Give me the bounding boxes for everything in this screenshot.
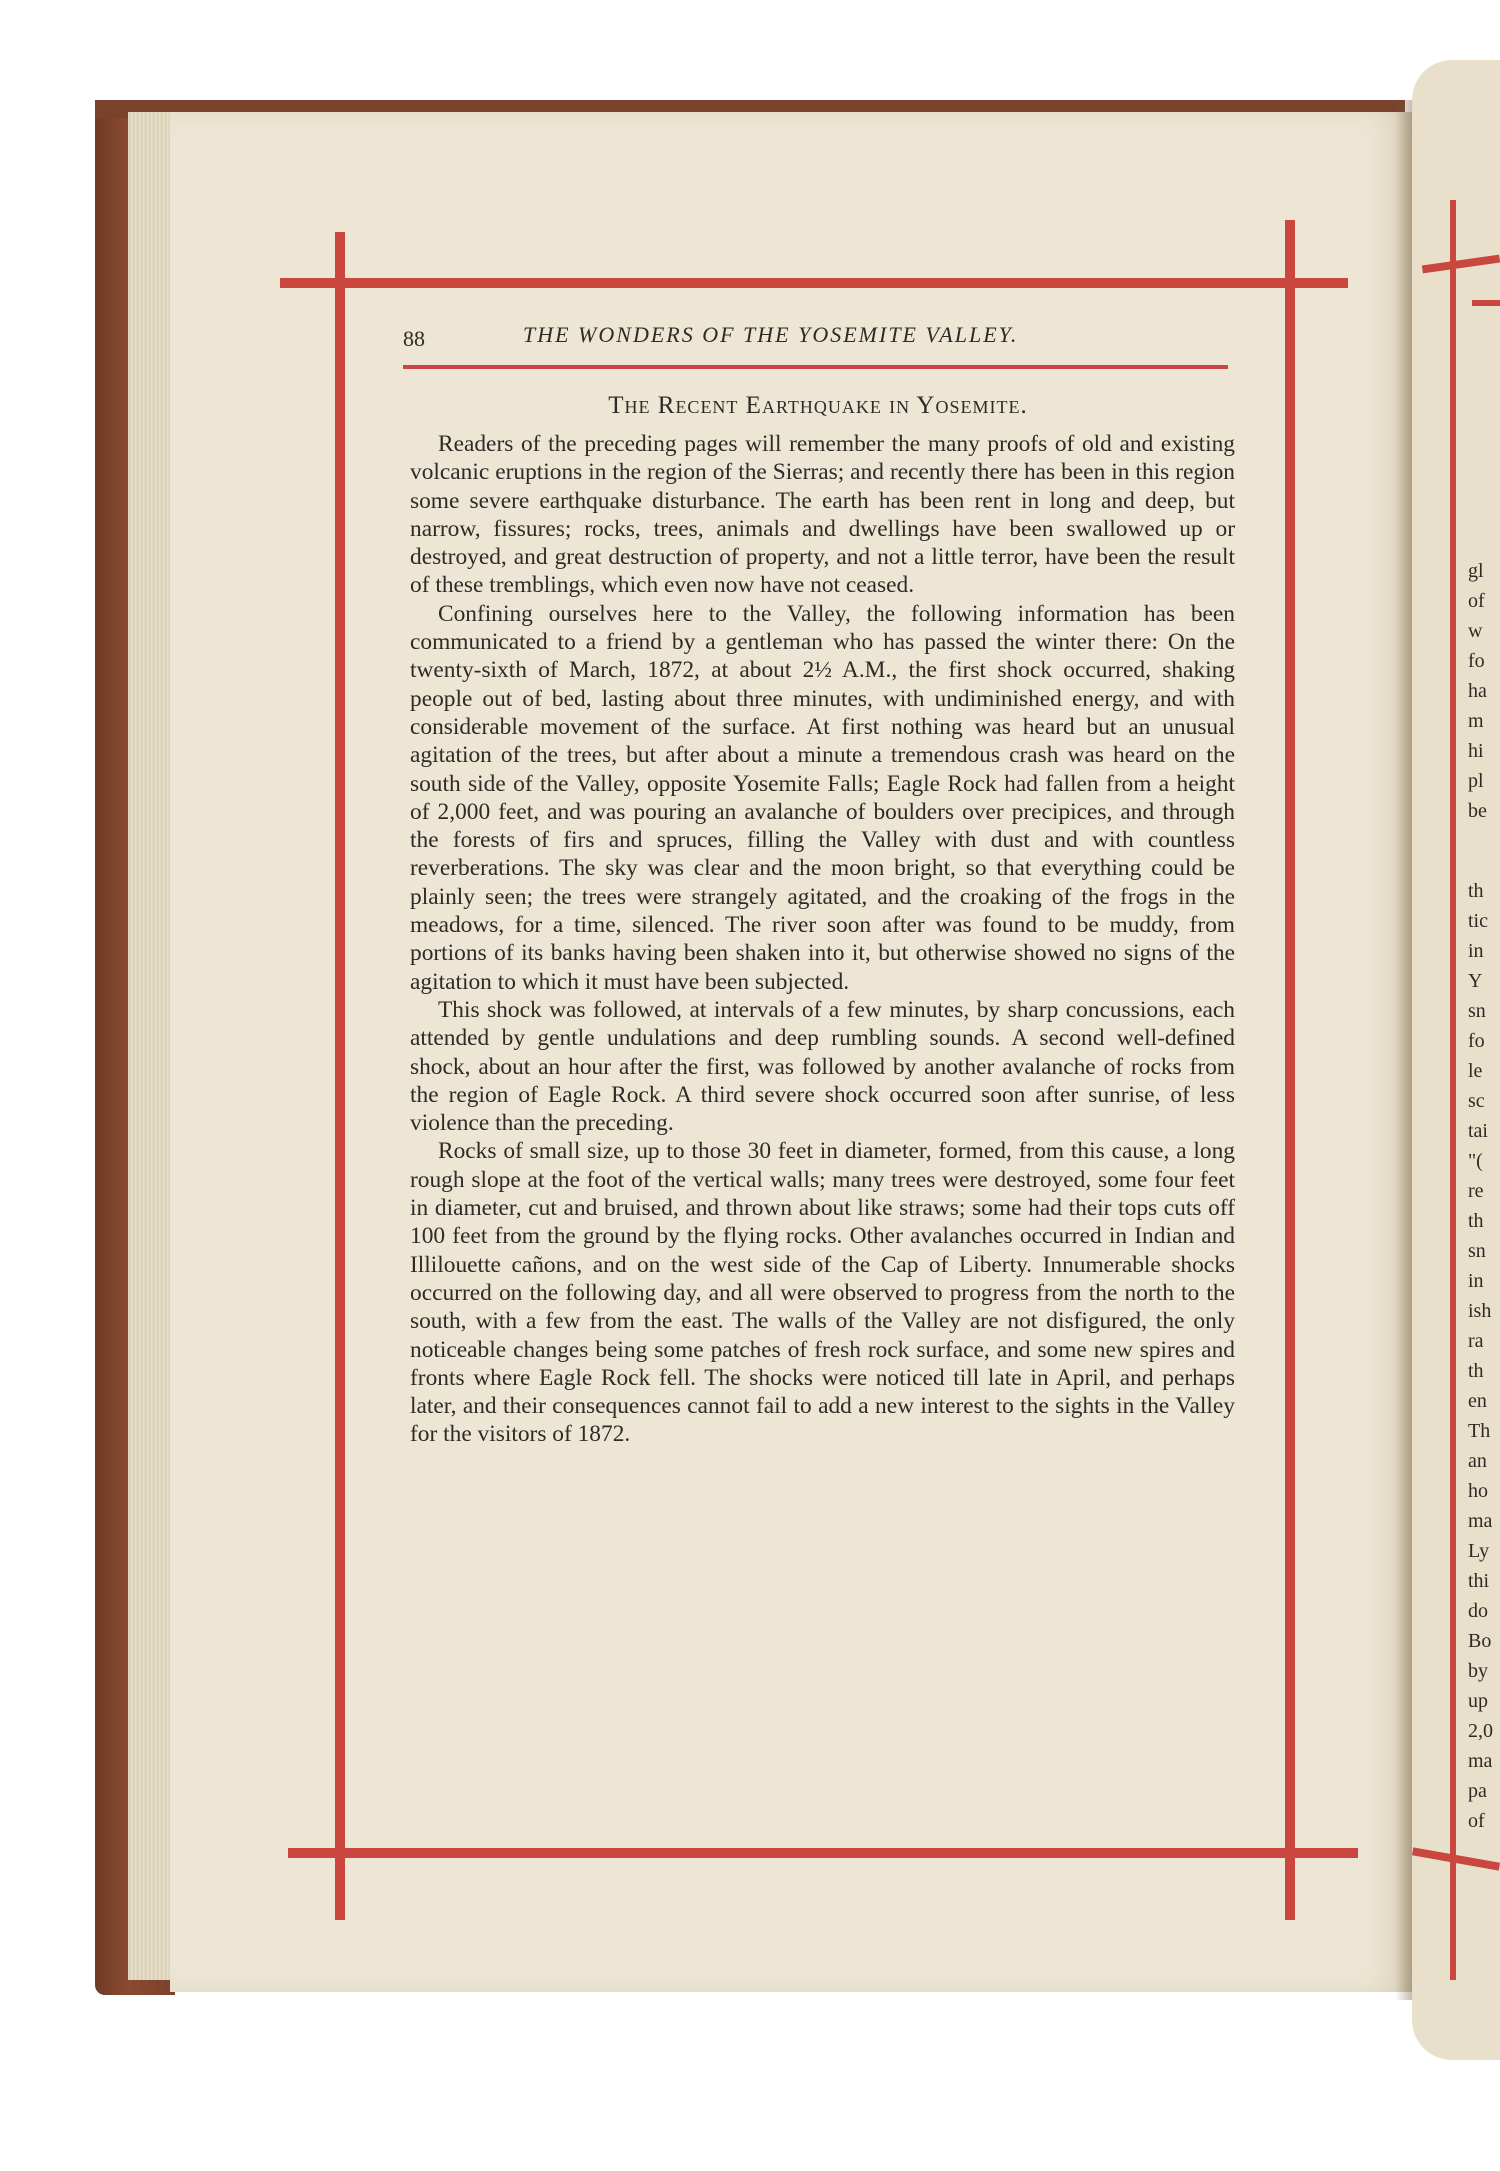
running-head — [403, 322, 1228, 358]
next-page-fragment: fo — [1468, 650, 1485, 672]
frame-rule — [1472, 300, 1500, 306]
page-number: 88 — [403, 326, 425, 351]
running-head-rule — [403, 365, 1228, 369]
paragraph: Confining ourselves here to the Valley, the following information has been communicated to a friend by a gentleman who has passed the winter there: On the twenty-sixth of March, 1872, at about 2½ A.M., the first shock occurred, shaking people out of bed, lasting about three minutes, with undiminished energy, and with considerable movement of the surface. At first nothing was heard but an unusual agitation of the trees, but after about a minute a tremendous crash was heard on the south side of the Valley, opposite Yosemite Falls; Eagle Rock had fallen from a height of 2,000 feet, and was pouring an avalanche of boulders over precipices, and through the forests of firs and spruces, filling the Valley with dust and with countless reverberations. The sky was clear and the moon bright, so that everything could be plainly seen; the trees were strangely agitated, and the croaking of the frogs in the meadows, for a time, silenced. The river soon after was found to be muddy, from portions of its banks having been shaken into it, but otherwise showed no signs of the agitation to which it must have been subjected. — [410, 600, 1235, 995]
next-page-fragment: up — [1468, 1690, 1488, 1712]
book-page-right-partial — [1412, 60, 1500, 2060]
next-page-fragment: Y — [1468, 970, 1483, 992]
next-page-fragment: ma — [1468, 1510, 1493, 1532]
next-page-fragment: sc — [1468, 1090, 1485, 1112]
next-page-fragment: sn — [1468, 1000, 1486, 1022]
next-page-fragment: sn — [1468, 1240, 1486, 1262]
frame-rule — [1450, 200, 1456, 1980]
next-page-fragment: pl — [1468, 770, 1484, 792]
next-page-fragment: be — [1468, 800, 1487, 822]
next-page-fragment: th — [1468, 1210, 1484, 1232]
body-text — [410, 430, 1235, 1449]
next-page-fragment: in — [1468, 1270, 1484, 1292]
next-page-fragment: ra — [1468, 1330, 1484, 1352]
next-page-fragment: en — [1468, 1390, 1487, 1412]
frame-rule-left — [335, 232, 345, 1920]
running-title: THE WONDERS OF THE YOSEMITE VALLEY. — [523, 322, 1019, 347]
next-page-fragment: ho — [1468, 1480, 1488, 1502]
frame-rule-top — [280, 278, 1348, 288]
next-page-fragment: Bo — [1468, 1630, 1492, 1652]
frame-rule — [1422, 255, 1500, 274]
paragraph: Rocks of small size, up to those 30 feet in diameter, formed, from this cause, a long rough slope at the foot of the vertical walls; many trees were destroyed, some four feet in diameter, cut and bruised, and thrown about like straws; some had their tops cuts off 100 feet from the ground by the flying rocks. Other avalanches occurred in Indian and Illilouette cañons, and on the west side of the Cap of Liberty. Innumerable shocks occurred on the following day, and all were observed to progress from the north to the south, with a few from the east. The walls of the Valley are not disfigured, the only noticeable changes being some patches of fresh rock surface, and some new spires and fronts where Eagle Rock fell. The shocks were noticed till late in April, and perhaps later, and their consequences cannot fail to add a new interest to the sights in the Valley for the visitors of 1872. — [410, 1138, 1235, 1448]
next-page-fragment: Ly — [1468, 1540, 1490, 1562]
next-page-fragment: thi — [1468, 1570, 1490, 1592]
next-page-fragment: do — [1468, 1600, 1488, 1622]
next-page-fragment: re — [1468, 1180, 1484, 1202]
next-page-fragment: hi — [1468, 740, 1484, 762]
frame-rule-bottom — [288, 1848, 1358, 1858]
next-page-fragment: gl — [1468, 560, 1484, 582]
next-page-fragment: m — [1468, 710, 1484, 732]
paragraph: Readers of the preceding pages will remember the many proofs of old and existing volcanic eruptions in the region of the Sierras; and recently there has been in this region some severe earthquake disturbance. The earth has been rent in long and deep, but narrow, fissures; rocks, trees, animals and dwellings have been swallowed up or destroyed, and great destruction of property, and not a little terror, have been the result of these tremblings, which even now have not ceased. — [410, 431, 1235, 599]
next-page-fragment: "( — [1468, 1150, 1483, 1172]
next-page-fragment: ish — [1468, 1300, 1492, 1322]
next-page-fragment: Th — [1468, 1420, 1491, 1442]
next-page-fragment: of — [1468, 1810, 1485, 1832]
next-page-fragment: tai — [1468, 1120, 1488, 1142]
next-page-fragment: le — [1468, 1060, 1483, 1082]
next-page-fragment: 2,0 — [1468, 1720, 1493, 1742]
frame-rule-right — [1285, 220, 1295, 1920]
next-page-fragment: tic — [1468, 910, 1488, 932]
next-page-fragment: th — [1468, 880, 1484, 902]
next-page-fragment: of — [1468, 590, 1485, 612]
chapter-title: The Recent Earthquake in Yosemite. — [608, 392, 1028, 419]
next-page-fragment: fo — [1468, 1030, 1485, 1052]
next-page-fragment: w — [1468, 620, 1483, 642]
next-page-fragment: by — [1468, 1660, 1488, 1682]
next-page-fragment: an — [1468, 1450, 1487, 1472]
next-page-fragment: pa — [1468, 1780, 1487, 1802]
next-page-fragment: th — [1468, 1360, 1484, 1382]
next-page-fragment: ma — [1468, 1750, 1493, 1772]
next-page-fragment: in — [1468, 940, 1484, 962]
paragraph: This shock was followed, at intervals of a few minutes, by sharp concussions, each attended by gentle undulations and deep rumbling sounds. A second well-defined shock, about an hour after the first, was followed by another avalanche of rocks from the region of Eagle Rock. A third severe shock occurred soon after sunrise, of less violence than the preceding. — [410, 996, 1235, 1137]
next-page-fragment: ha — [1468, 680, 1487, 702]
frame-rule — [1412, 1847, 1500, 1870]
